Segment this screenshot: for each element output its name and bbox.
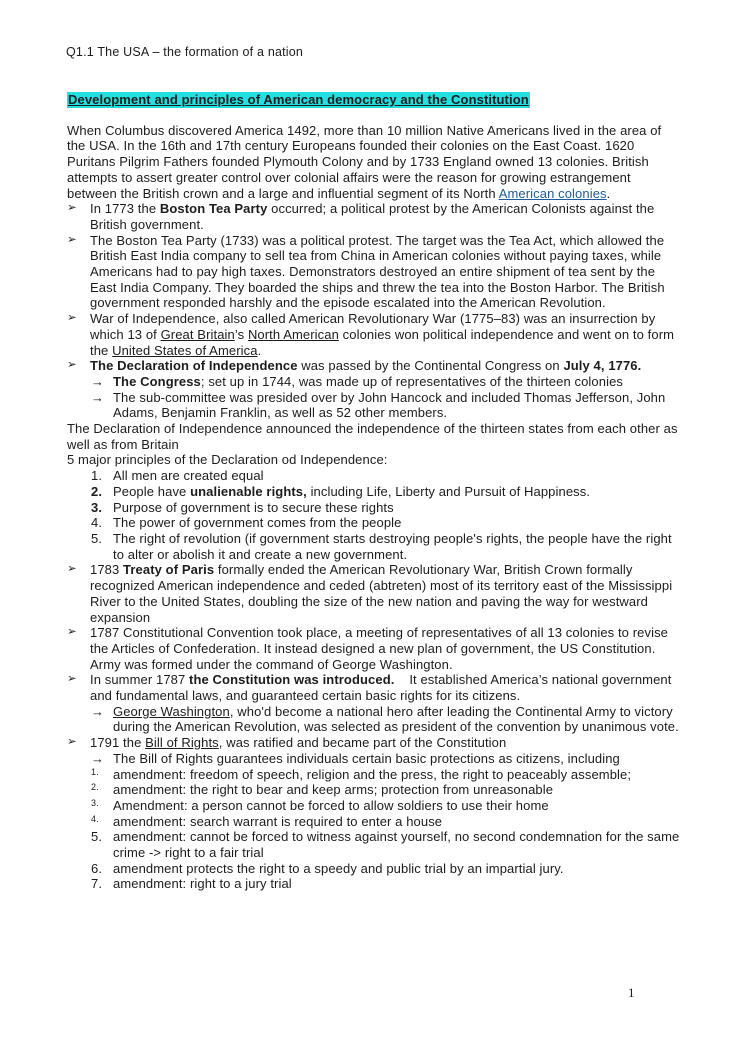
bullet-arrow-icon: ➢ bbox=[67, 359, 77, 372]
page-number: 1 bbox=[628, 985, 635, 1000]
section-heading: Development and principles of American democracy and the Constitution bbox=[68, 92, 529, 107]
bullet-arrow-icon: ➢ bbox=[67, 563, 77, 576]
principles-intro: 5 major principles of the Declaration od Independence: bbox=[67, 452, 388, 468]
principle-item: 4. The power of government comes from the people bbox=[91, 515, 402, 531]
amendment-item: 4. amendment: search warrant is required to enter a house bbox=[91, 813, 443, 829]
bullet-arrow-icon: ➢ bbox=[67, 673, 77, 686]
right-arrow-icon: → bbox=[91, 750, 105, 766]
link-great-britain[interactable]: Great Britain bbox=[160, 326, 235, 342]
sub-item-subcommittee: → The sub-committee was presided over by John Hancock and included Thomas Jefferson, John Adams, Benjamin Franklin, as well as 52 other members. bbox=[91, 389, 666, 421]
right-arrow-icon: → bbox=[91, 389, 105, 405]
bullet-arrow-icon: ➢ bbox=[67, 626, 77, 639]
bullet-constitution: ➢ In summer 1787 the Constitution was introduced. It established America’s national government and fundamental laws, and guaranteed certain basic rights for its citizens. bbox=[67, 672, 676, 704]
link-north-american[interactable]: North American bbox=[247, 326, 339, 342]
right-arrow-icon: → bbox=[91, 703, 105, 719]
amendment-item: 5. amendment: cannot be forced to witness against yourself, no second condemnation for the same crime -> right to a fair trial bbox=[91, 829, 680, 861]
bullet-bill-of-rights: ➢ 1791 the Bill of Rights, was ratified and became part of the Constitution bbox=[67, 735, 507, 751]
bullet-arrow-icon: ➢ bbox=[67, 233, 77, 246]
sub-item-congress: → The Congress; set up in 1744, was made up of representatives of the thirteen colonies bbox=[91, 373, 623, 389]
principle-item: 2. People have unalienable rights, including Life, Liberty and Pursuit of Happiness. bbox=[91, 483, 591, 499]
sub-item-bill-guarantees: → The Bill of Rights guarantees individuals certain basic protections as citizens, including bbox=[91, 750, 620, 766]
bullet-treaty-of-paris: ➢ 1783 Treaty of Paris formally ended the American Revolutionary War, British Crown formally recognized American independence and ceded (abtreten) most of its territory east of the Mississippi River to the United States, doubling the size of the new nation and paving the way for westward expansion bbox=[67, 562, 673, 625]
intro-paragraph: When Columbus discovered America 1492, more than 10 million Native Americans lived in the area of the USA. In the 16th and 17th century Europeans founded their colonies on the East Coast. 1620 Puritans Pilgrim Fathers founded Plymouth Colony and by 1733 England owned 13 colonies. British attempts to assert greater control over colonial affairs were the reason for growing estrangement between the British crown and a large and influential segment of its North American colonies. bbox=[67, 122, 662, 201]
bullet-declaration: ➢ The Declaration of Independence was passed by the Continental Congress on July 4, 1776. bbox=[67, 358, 642, 374]
principle-item: 3. Purpose of government is to secure these rights bbox=[91, 499, 394, 515]
bullet-constitutional-convention: ➢ 1787 Constitutional Convention took place, a meeting of representatives of all 13 colonies to revise the Articles of Confederation. It instead designed a new plan of government, the US Constitution. Army was formed under the command of George Washington. bbox=[67, 625, 669, 672]
bullet-arrow-icon: ➢ bbox=[67, 312, 77, 325]
announce-paragraph: The Declaration of Independence announced the independence of the thirteen states from each other as well as from Britain bbox=[67, 421, 678, 452]
principle-item: 5. The right of revolution (if government starts destroying people's rights, the people have the right to alter or abolish it and create a new government. bbox=[91, 530, 672, 562]
bullet-arrow-icon: ➢ bbox=[67, 202, 77, 215]
link-george-washington[interactable]: George Washington bbox=[113, 703, 230, 719]
bullet-tea-party-details: ➢ The Boston Tea Party (1733) was a political protest. The target was the Tea Act, which allowed the British East India company to sell tea from China in American colonies without paying taxes, while Americans had to pay high taxes. Demonstrators destroyed an entire shipment of tea sent by the East India Company. They boarded the ships and threw the tea into the Boston Harbor. The British government responded harshly and the episode escalated into the American Revolution. bbox=[67, 232, 665, 311]
document-body bbox=[67, 92, 683, 892]
right-arrow-icon: → bbox=[91, 373, 105, 389]
bullet-war-of-independence: ➢ War of Independence, also called American Revolutionary War (1775–83) was an insurrection by which 13 of Great Britain’s North American colonies won political independence and went on to form the United States of America. bbox=[67, 311, 675, 358]
amendment-item: 3. Amendment: a person cannot be forced to allow soldiers to use their home bbox=[91, 797, 549, 813]
amendment-item: 6. amendment protects the right to a speedy and public trial by an impartial jury. bbox=[91, 860, 564, 876]
bullet-arrow-icon: ➢ bbox=[67, 736, 77, 749]
link-bill-of-rights[interactable]: Bill of Rights bbox=[145, 735, 219, 751]
principle-item: 1. All men are created equal bbox=[91, 468, 264, 484]
amendment-item: 2. amendment: the right to bear and keep arms; protection from unreasonable bbox=[91, 782, 554, 798]
bullet-tea-party: ➢ In 1773 the Boston Tea Party occurred; a political protest by the American Colonists against the British government. bbox=[67, 201, 655, 232]
link-united-states[interactable]: United States of America bbox=[112, 342, 258, 358]
amendment-item: 7. amendment: right to a jury trial bbox=[91, 876, 292, 892]
link-american-colonies[interactable]: American colonies bbox=[498, 185, 607, 201]
amendment-item: 1. amendment: freedom of speech, religion and the press, the right to peaceably assemble; bbox=[91, 766, 632, 782]
sub-item-washington: → George Washington, who'd become a national hero after leading the Continental Army to victory during the American Revolution, was selected as president of the convention by unanimous vote. bbox=[91, 703, 679, 735]
page-header: Q1.1 The USA – the formation of a nation bbox=[66, 45, 304, 59]
